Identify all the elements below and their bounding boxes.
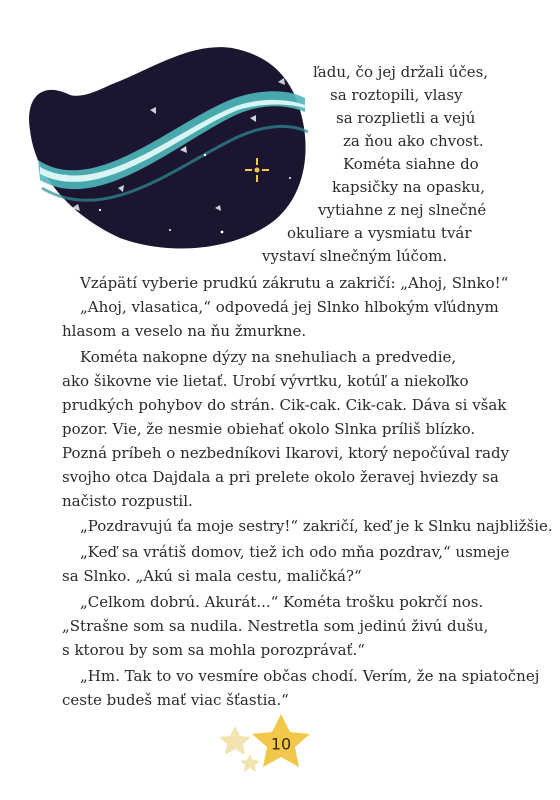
text-line: sa rozplietli a vejú xyxy=(336,109,476,127)
text-line: sa roztopili, vlasy xyxy=(330,86,463,104)
text-line: ľadu, čo jej držali účes, xyxy=(313,63,489,81)
small-star-icon xyxy=(219,726,251,755)
text-line: kapsičky na opasku, xyxy=(332,178,486,196)
text-line: okuliare a vysmiatu tvár xyxy=(287,224,472,242)
text-line: „Hm. Tak to vo vesmíre občas chodí. Verím, že na spiatočnej xyxy=(80,667,540,685)
text-line: načisto rozpustil. xyxy=(62,492,193,510)
text-line: „Pozdravujú ťa moje sestry!“ zakričí, keď je k Slnku najbližšie. xyxy=(80,517,553,535)
text-line: prudkých pohybov do strán. Cik-cak. Cik-cak. Dáva si však xyxy=(62,396,507,414)
text-line: „Keď sa vrátiš domov, tiež ich odo mňa pozdrav,“ usmeje xyxy=(80,543,510,561)
page-number: 10 xyxy=(270,734,292,754)
text-line: pozor. Vie, že nesmie obiehať okolo Slnka príliš blízko. xyxy=(62,420,476,438)
text-line: ako šikovne vie lietať. Urobí vývrtku, kotúľ a niekoľko xyxy=(62,372,469,390)
text-line: s ktorou by som sa mohla porozprávať.“ xyxy=(62,641,365,659)
text-line: sa Slnko. „Akú si mala cestu, maličká?“ xyxy=(62,567,362,585)
text-line: za ňou ako chvost. xyxy=(343,132,484,150)
text-line: ceste budeš mať viac šťastia.“ xyxy=(62,691,289,709)
text-line: vystaví slnečným lúčom. xyxy=(262,247,448,265)
text-line: „Ahoj, vlasatica,“ odpovedá jej Slnko hlbokým vľúdnym xyxy=(80,298,499,316)
text-line: vytiahne z nej slnečné xyxy=(318,201,487,219)
comet-illustration xyxy=(0,0,320,260)
text-line: „Strašne som sa nudila. Nestretla som jedinú živú dušu, xyxy=(62,617,489,635)
text-line: Vzápätí vyberie prudkú zákrutu a zakričí: „Ahoj, Slnko!“ xyxy=(80,274,509,292)
text-line: Kométa siahne do xyxy=(343,155,479,173)
text-line: Kométa nakopne dýzy na snehuliach a predvedie, xyxy=(80,348,457,366)
tiny-star-icon xyxy=(240,754,260,772)
text-line: svojho otca Dajdala a pri prelete okolo žeravej hviezdy sa xyxy=(62,468,499,486)
text-line: „Celkom dobrú. Akurát...“ Kométa trošku pokrčí nos. xyxy=(80,593,484,611)
text-line: Pozná príbeh o nezbedníkovi Ikarovi, ktorý nepočúval rady xyxy=(62,444,510,462)
text-line: hlasom a veselo na ňu žmurkne. xyxy=(62,322,307,340)
